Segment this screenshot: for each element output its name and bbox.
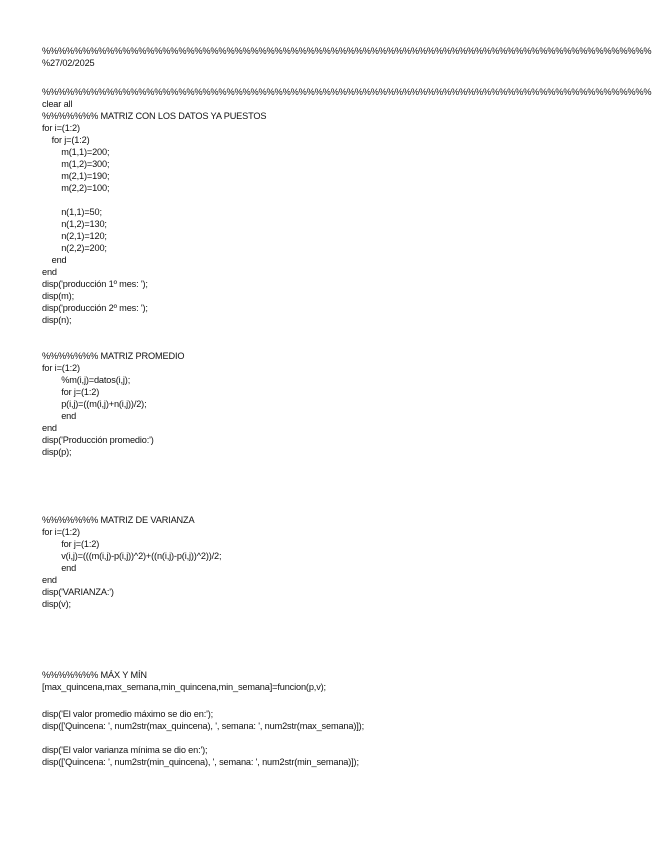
code-line: disp(m); bbox=[42, 291, 74, 301]
code-line: %27/02/2025 bbox=[42, 58, 95, 68]
code-line: %%%%%%% MÁX Y MÍN bbox=[42, 670, 147, 680]
code-line: disp('VARIANZA:') bbox=[42, 587, 114, 597]
code-line: %%%%%%%%%%%%%%%%%%%%%%%%%%%%%%%%%%%%%%%%%%%%%%%%%%%%%%%%%%%%%%%%%%%%%%%%%%%% bbox=[42, 46, 652, 56]
code-line: clear all bbox=[42, 99, 73, 109]
code-line: end bbox=[42, 575, 57, 585]
code-line: for i=(1:2) bbox=[42, 527, 80, 537]
code-line: for i=(1:2) bbox=[42, 123, 80, 133]
code-line: n(1,2)=130; bbox=[42, 219, 107, 229]
code-line: end bbox=[42, 411, 77, 421]
code-line: disp(n); bbox=[42, 315, 72, 325]
code-line: end bbox=[42, 255, 67, 265]
code-line: for i=(1:2) bbox=[42, 363, 80, 373]
code-line: %%%%%%%%%%%%%%%%%%%%%%%%%%%%%%%%%%%%%%%%%%%%%%%%%%%%%%%%%%%%%%%%%%%%%%%%%%%% bbox=[42, 87, 652, 97]
code-line: m(2,1)=190; bbox=[42, 171, 110, 181]
code-line: disp('El valor promedio máximo se dio en:'); bbox=[42, 709, 214, 719]
code-line: n(2,2)=200; bbox=[42, 243, 107, 253]
code-line: disp('Producción promedio:') bbox=[42, 435, 154, 445]
code-line: n(1,1)=50; bbox=[42, 207, 102, 217]
code-line: n(2,1)=120; bbox=[42, 231, 107, 241]
code-line: disp('El valor varianza mínima se dio en:'); bbox=[42, 745, 208, 755]
code-line: disp('producción 2º mes: '); bbox=[42, 303, 148, 313]
code-line: m(1,2)=300; bbox=[42, 159, 110, 169]
code-line: for j=(1:2) bbox=[42, 387, 100, 397]
code-line: for j=(1:2) bbox=[42, 539, 100, 549]
code-line: %%%%%%% MATRIZ PROMEDIO bbox=[42, 351, 185, 361]
code-line: disp(['Quincena: ', num2str(min_quincena), ', semana: ', num2str(min_semana)]); bbox=[42, 757, 359, 767]
code-line: end bbox=[42, 267, 57, 277]
code-line: for j=(1:2) bbox=[42, 135, 90, 145]
code-line: v(i,j)=(((m(i,j)-p(i,j))^2)+((n(i,j)-p(i,j))^2))/2; bbox=[42, 551, 222, 561]
code-line: %%%%%%% MATRIZ CON LOS DATOS YA PUESTOS bbox=[42, 111, 267, 121]
code-line: disp(v); bbox=[42, 599, 71, 609]
code-line: end bbox=[42, 563, 77, 573]
code-line: end bbox=[42, 423, 57, 433]
code-line: p(i,j)=((m(i,j)+n(i,j))/2); bbox=[42, 399, 147, 409]
code-line: %m(i,j)=datos(i,j); bbox=[42, 375, 131, 385]
code-line: %%%%%%% MATRIZ DE VARIANZA bbox=[42, 515, 195, 525]
code-line: m(1,1)=200; bbox=[42, 147, 110, 157]
code-line: disp(p); bbox=[42, 447, 72, 457]
code-line: m(2,2)=100; bbox=[42, 183, 110, 193]
code-line: disp('producción 1º mes: '); bbox=[42, 279, 148, 289]
code-line: disp(['Quincena: ', num2str(max_quincena), ', semana: ', num2str(max_semana)]); bbox=[42, 721, 364, 731]
code-line: [max_quincena,max_semana,min_quincena,min_semana]=funcion(p,v); bbox=[42, 682, 326, 692]
